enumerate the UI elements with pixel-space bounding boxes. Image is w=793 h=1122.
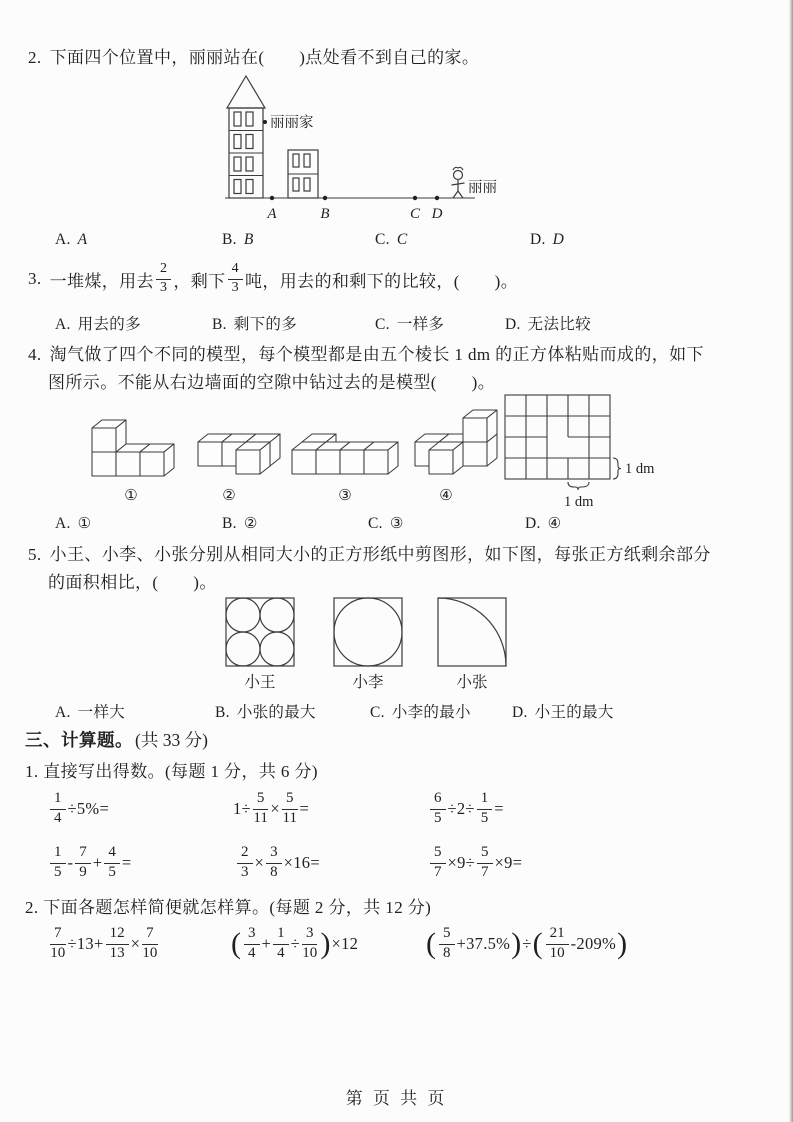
- question-2-number: 2.: [28, 48, 42, 67]
- cube-models-diagram: [60, 390, 710, 510]
- xiaowang-label: 小王: [244, 674, 276, 691]
- question-5-number: 5.: [28, 545, 42, 564]
- home-dot: [263, 120, 267, 124]
- question-3-stem: [28, 258, 518, 300]
- question-2-text: 下面四个位置中，丽丽站在( )点处看不到自己的家。: [49, 48, 480, 67]
- expression-9: ( $\frac{5}{8}$ +37.5% ) ÷ ( $\frac{21}{10}$ -209% ): [426, 925, 628, 961]
- question-5-stem-line1: 5. 小王、小李、小张分别从相同大小的正方形纸中剪图形，如下图，每张正方纸剩余部分: [28, 545, 711, 564]
- expression-7: $\frac{7}{10}$ ÷13+ $\frac{12}{13}$ × $\frac{7}{10}$: [50, 925, 158, 961]
- question-2-stem: [28, 43, 479, 68]
- q5-option-b: B. 小张的最大: [215, 704, 316, 721]
- wall-grid: [505, 395, 610, 479]
- point-a-dot: [270, 196, 274, 200]
- xiaoli-label: 小李: [352, 674, 384, 691]
- q2-option-b: B. B: [222, 231, 254, 248]
- cube-model-2: [198, 434, 280, 474]
- question-4-options: [0, 514, 793, 538]
- expression-8: ( $\frac{3}{4}$ + $\frac{1}{4}$ ÷ $\frac{3}{10}$ ) ×12: [231, 925, 359, 961]
- question-2-options: [0, 231, 793, 255]
- q4-option-a: A. ①: [55, 514, 92, 532]
- xiaozhang-label: 小张: [456, 674, 488, 691]
- expression-2: 1÷ $\frac{5}{11}$ × $\frac{5}{11}$ =: [233, 790, 310, 826]
- expression-3: $\frac{6}{5}$ ÷2÷ $\frac{1}{5}$ =: [428, 786, 504, 832]
- point-d-dot: [435, 196, 439, 200]
- question-3-text: 一堆煤，用去 $\frac{2}{3}$ ，剩下 $\frac{4}{3}$ 吨，用去的和剩下的比较，( )。: [49, 261, 519, 295]
- q3-option-b: B. 剩下的多: [212, 316, 298, 333]
- expression-6: $\frac{5}{7}$ ×9÷ $\frac{5}{7}$ ×9=: [428, 840, 522, 886]
- question-5-options: [0, 700, 793, 724]
- wall-bottom-dimension: 1 dm: [564, 494, 594, 510]
- calc-part1-title: 1. 直接写出得数。(每题 1 分，共 6 分): [25, 762, 318, 781]
- question-4-number: 4.: [28, 345, 42, 364]
- expression-4: $\frac{1}{5}$ - $\frac{7}{9}$ + $\frac{4}{5}$ =: [48, 840, 132, 886]
- point-b-dot: [323, 196, 327, 200]
- point-b-label: B: [320, 206, 330, 222]
- model-1-label: ①: [124, 486, 138, 504]
- expression-1: $\frac{1}{4}$ ÷5%=: [48, 786, 109, 832]
- point-c-label: C: [409, 206, 421, 222]
- wall-right-dimension: 1 dm: [625, 461, 655, 477]
- section-3-points: (共 33 分): [135, 730, 208, 750]
- scan-edge-shadow: [789, 0, 793, 1122]
- figure-xiaoli: [334, 598, 402, 691]
- page-footer: 第 页 共 页: [345, 1089, 448, 1108]
- q4-option-b: B. ②: [222, 514, 258, 532]
- figure-xiaozhang: [438, 598, 506, 691]
- q3-option-d: D. 无法比较: [505, 316, 591, 333]
- figure-xiaowang: [226, 598, 294, 691]
- q5-option-d: D. 小王的最大: [512, 704, 614, 721]
- right-brace: [613, 458, 621, 479]
- home-label: 丽丽家: [270, 115, 314, 131]
- model-3-label: ③: [338, 486, 352, 504]
- q3-option-c: C. 一样多: [375, 316, 445, 333]
- question-3-number: 3.: [28, 269, 42, 288]
- point-c-dot: [413, 196, 417, 200]
- model-2-label: ②: [222, 486, 236, 504]
- question-4-stem-line1: 4. 淘气做了四个不同的模型，每个模型都是由五个棱长 1 dm 的正方体粘贴而成的，如下: [28, 345, 704, 364]
- q5-option-c: C. 小李的最小: [370, 704, 471, 721]
- model-4-label: ④: [439, 486, 453, 504]
- paper-cutting-diagram: [222, 596, 527, 693]
- q2-option-d: D. D: [530, 231, 565, 248]
- cube-model-3: [292, 434, 398, 474]
- q4-option-c: C. ③: [368, 514, 404, 532]
- q2-option-c: C. C: [375, 231, 408, 248]
- section-3-heading: [25, 727, 208, 752]
- q3-option-a: A. 用去的多: [55, 316, 141, 333]
- person-figure: [452, 167, 465, 198]
- expression-5: $\frac{2}{3}$ × $\frac{3}{8}$ ×16=: [235, 840, 320, 886]
- person-label: 丽丽: [468, 180, 497, 196]
- question-3-options: [0, 312, 793, 336]
- point-d-label: D: [431, 206, 443, 222]
- roof-shape: [227, 76, 265, 108]
- point-a-label: A: [267, 206, 277, 222]
- calc-part2-title: 2. 下面各题怎样简便就怎样算。(每题 2 分，共 12 分): [25, 898, 432, 917]
- cube-model-1: [92, 420, 174, 476]
- q4-option-d: D. ④: [525, 514, 562, 532]
- q5-option-a: A. 一样大: [55, 704, 126, 721]
- cube-model-4: [415, 410, 497, 474]
- question-4-stem-line2: 图所示。不能从右边墙面的空隙中钻过去的是模型( )。: [48, 373, 496, 392]
- question-5-stem-line2: 的面积相比，( )。: [48, 573, 217, 592]
- q2-option-a: A. A: [55, 231, 88, 248]
- buildings-diagram: [215, 70, 520, 228]
- bottom-brace: [568, 482, 589, 490]
- section-3-title: 三、计算题。: [25, 730, 133, 750]
